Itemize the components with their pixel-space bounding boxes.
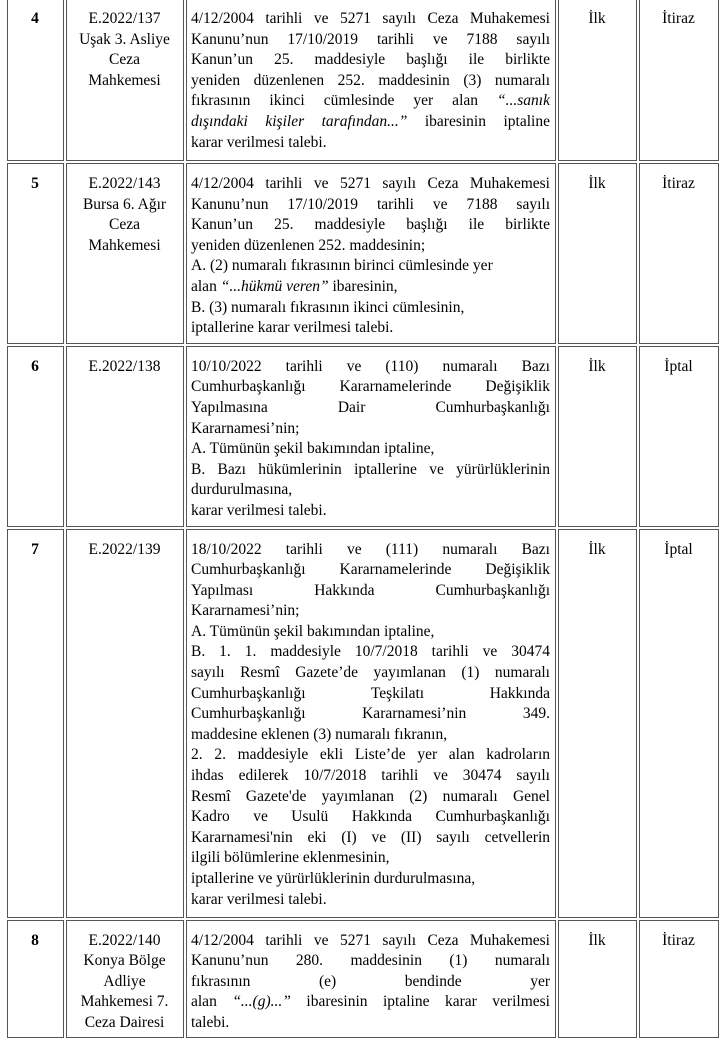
- description-line: [191, 601, 550, 622]
- description-text: Yapılması Hakkında Cumhurbaşkanlığı: [191, 581, 550, 599]
- description-text: iptallerine ve yürürlüklerinin durdurulmasına,: [191, 870, 476, 887]
- description-line: [191, 501, 550, 522]
- description-line: [191, 133, 550, 154]
- application-type: İtiraz: [639, 163, 719, 344]
- row-number: 8: [7, 920, 64, 1039]
- request-description: [186, 920, 556, 1039]
- description-text: karar verilmesi talebi.: [191, 133, 327, 151]
- description-text: Kanun’un 25. maddesiyle başlığı ile birlikte: [191, 51, 550, 69]
- description-line: [191, 71, 550, 92]
- application-type: İptal: [639, 346, 719, 527]
- description-line: [191, 30, 550, 51]
- description-text: ibaresinin,: [328, 277, 398, 295]
- description-text: fıkrasının (e) bendinde yer: [191, 972, 550, 990]
- description-text: 4/12/2004 tarihli ve 5271 sayılı Ceza Muhakemesi: [191, 10, 550, 27]
- description-text: Kadro ve Usulü Hakkında Cumhurbaşkanlığı: [191, 808, 550, 826]
- description-text: ilgili bölümlerine eklenmesinin,: [191, 849, 390, 867]
- review-stage: İlk: [558, 163, 637, 344]
- description-line: [191, 704, 550, 725]
- request-description: [186, 163, 556, 344]
- description-text: 10/10/2022 tarihli ve (110) numaralı Bazı: [191, 357, 550, 375]
- row-number: 4: [7, 0, 64, 161]
- case-line: E.2022/138: [88, 357, 161, 375]
- quoted-phrase: “...hükmü veren”: [220, 277, 329, 295]
- description-text: Kanunu’nun 17/10/2019 tarihli ve 7188 sayılı: [191, 195, 550, 213]
- description-text: Kararnamesi’nin;: [191, 419, 300, 437]
- description-text: B. (3) numaralı fıkrasının ikinci cümlesinin,: [191, 298, 465, 316]
- description-text: B. 1. 1. maddesiyle 10/7/2018 tarihli ve 30474: [191, 643, 550, 661]
- quoted-phrase: “...sanık: [497, 92, 550, 110]
- description-text: fıkrasının ikinci cümlesinde yer alan: [191, 92, 498, 110]
- description-line: [191, 112, 550, 133]
- request-description: [186, 0, 556, 161]
- description-text: ibaresinin iptaline karar verilmesi: [290, 993, 550, 1011]
- description-text: durdurulmasına,: [191, 481, 293, 499]
- description-line: [191, 951, 550, 972]
- table-row: [7, 529, 719, 918]
- description-text: sayılı Resmî Gazete’de yayımlanan (1) numaralı: [191, 664, 550, 682]
- description-line: [191, 215, 550, 236]
- case-cell: [66, 920, 184, 1039]
- case-line: E.2022/143: [88, 175, 161, 192]
- case-line: E.2022/140: [88, 931, 161, 949]
- description-text: karar verilmesi talebi.: [191, 890, 327, 908]
- description-line: [191, 9, 550, 30]
- description-text: 4/12/2004 tarihli ve 5271 sayılı Ceza Muhakemesi: [191, 175, 550, 192]
- description-line: [191, 931, 550, 952]
- description-line: [191, 725, 550, 746]
- description-line: [191, 807, 550, 828]
- description-text: Kanunu’nun 280. maddesinin (1) numaralı: [191, 952, 550, 970]
- description-text: iptallerine karar verilmesi talebi.: [191, 319, 394, 337]
- description-line: [191, 91, 550, 112]
- case-line: Konya Bölge: [83, 952, 166, 970]
- description-text: Yapılmasına Dair Cumhurbaşkanlığı: [191, 398, 550, 416]
- review-stage: İlk: [558, 346, 637, 527]
- case-line: E.2022/137: [88, 10, 161, 27]
- description-line: [191, 642, 550, 663]
- case-cell: [66, 0, 184, 161]
- case-cell: [66, 346, 184, 527]
- table-row: [7, 163, 719, 344]
- description-line: [191, 581, 550, 602]
- description-text: Kararnamesi’nin;: [191, 602, 300, 620]
- description-line: [191, 398, 550, 419]
- description-text: karar verilmesi talebi.: [191, 501, 327, 519]
- description-text: 2. 2. maddesiyle ekli Liste’de yer alan kadroların: [191, 746, 550, 764]
- description-text: Kanunu’nun 17/10/2019 tarihli ve 7188 sayılı: [191, 30, 550, 48]
- applications-table: [5, 0, 720, 1040]
- table-row: [7, 346, 719, 527]
- description-line: [191, 663, 550, 684]
- description-text: talebi.: [191, 1013, 230, 1031]
- description-line: [191, 277, 550, 298]
- review-stage: İlk: [558, 0, 637, 161]
- quoted-phrase: “...(g)...”: [232, 993, 291, 1011]
- description-line: [191, 195, 550, 216]
- description-text: alan: [191, 277, 221, 295]
- case-line: Ceza Dairesi: [84, 1013, 165, 1031]
- description-line: [191, 318, 550, 339]
- row-number: 7: [7, 529, 64, 918]
- description-line: [191, 560, 550, 581]
- description-line: [191, 419, 550, 440]
- description-line: [191, 50, 550, 71]
- description-line: [191, 1013, 550, 1034]
- quoted-phrase: dışındaki kişiler tarafından...”: [191, 112, 408, 130]
- description-text: yeniden düzenlenen 252. maddesinin;: [191, 236, 426, 254]
- case-line: Ceza: [109, 216, 140, 234]
- description-text: A. Tümünün şekil bakımından iptaline,: [191, 440, 435, 458]
- description-line: [191, 766, 550, 787]
- case-cell: [66, 529, 184, 918]
- description-text: maddesine eklenen (3) numaralı fıkranın,: [191, 725, 448, 743]
- description-line: [191, 480, 550, 501]
- description-text: A. Tümünün şekil bakımından iptaline,: [191, 622, 435, 640]
- case-cell: [66, 163, 184, 344]
- description-text: B. Bazı hükümlerinin iptallerine ve yürürlüklerinin: [191, 460, 550, 478]
- description-text: Cumhurbaşkanlığı Teşkilatı Hakkında: [191, 684, 550, 702]
- description-text: A. (2) numaralı fıkrasının birinci cümlesinde yer: [191, 257, 493, 275]
- description-text: Cumhurbaşkanlığı Kararnamelerinde Değişiklik: [191, 378, 550, 396]
- review-stage: İlk: [558, 920, 637, 1039]
- case-line: Adliye: [103, 972, 146, 990]
- description-text: 18/10/2022 tarihli ve (111) numaralı Bazı: [191, 540, 550, 558]
- case-line: Ceza: [109, 51, 140, 69]
- case-line: Mahkemesi: [88, 71, 161, 89]
- description-text: 4/12/2004 tarihli ve 5271 sayılı Ceza Muhakemesi: [191, 931, 550, 949]
- description-text: Resmî Gazete'de yayımlanan (2) numaralı Genel: [191, 787, 550, 805]
- description-line: [191, 357, 550, 378]
- request-description: [186, 529, 556, 918]
- application-type: İtiraz: [639, 920, 719, 1039]
- case-line: Bursa 6. Ağır: [82, 195, 167, 213]
- review-stage: İlk: [558, 529, 637, 918]
- description-text: alan: [191, 993, 233, 1011]
- description-text: ibaresinin iptaline: [407, 112, 550, 130]
- description-line: [191, 684, 550, 705]
- case-line: Mahkemesi 7.: [80, 993, 169, 1011]
- description-line: [191, 787, 550, 808]
- description-line: [191, 540, 550, 561]
- applications-table-body: [7, 0, 719, 1038]
- request-description: [186, 346, 556, 527]
- application-type: İtiraz: [639, 0, 719, 161]
- table-row: [7, 0, 719, 161]
- table-row: [7, 920, 719, 1039]
- description-line: [191, 869, 550, 890]
- description-line: [191, 848, 550, 869]
- description-line: [191, 622, 550, 643]
- row-number: 6: [7, 346, 64, 527]
- description-text: Kanun’un 25. maddesiyle başlığı ile birlikte: [191, 216, 550, 234]
- description-line: [191, 992, 550, 1013]
- description-line: [191, 236, 550, 257]
- row-number: 5: [7, 163, 64, 344]
- case-line: E.2022/139: [88, 540, 161, 558]
- description-text: Cumhurbaşkanlığı Kararnamesi’nin 349.: [191, 705, 550, 723]
- description-line: [191, 174, 550, 195]
- description-line: [191, 745, 550, 766]
- description-line: [191, 377, 550, 398]
- application-type: İptal: [639, 529, 719, 918]
- description-line: [191, 256, 550, 277]
- description-line: [191, 298, 550, 319]
- description-text: Kararnamesi'nin eki (I) ve (II) sayılı cetvellerin: [191, 828, 550, 846]
- case-line: Mahkemesi: [88, 236, 161, 254]
- description-text: ihdas edilerek 10/7/2018 tarihli ve 30474 sayılı: [191, 767, 550, 785]
- description-line: [191, 439, 550, 460]
- description-line: [191, 460, 550, 481]
- description-line: [191, 972, 550, 993]
- description-line: [191, 828, 550, 849]
- description-text: Cumhurbaşkanlığı Kararnamelerinde Değişiklik: [191, 561, 550, 579]
- description-text: yeniden düzenlenen 252. maddesinin (3) numaralı: [191, 71, 550, 89]
- description-line: [191, 890, 550, 911]
- case-line: Uşak 3. Asliye: [79, 30, 170, 48]
